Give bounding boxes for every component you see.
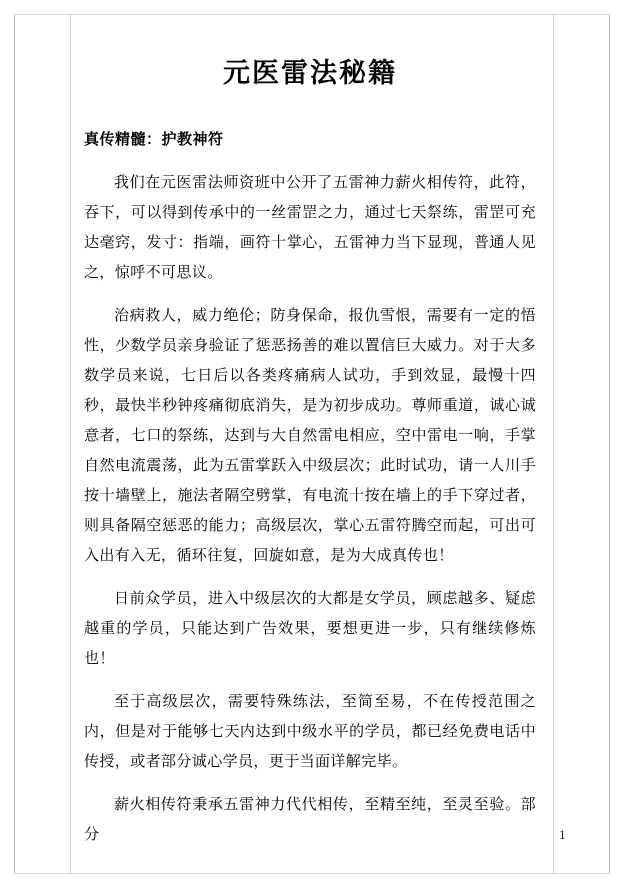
paragraph: 日前众学员，进入中级层次的大都是女学员，顾虑越多、疑虑越重的学员，只能达到广告效果，要想更进一步，只有继续修炼也！ [84, 589, 536, 668]
document-content [84, 56, 536, 862]
paragraph: 治病救人，威力绝伦；防身保命，报仇雪恨，需要有一定的悟性，少数学员亲身验证了惩恶扬善的难以置信巨大威力。对于大多数学员来说，七日后以各类疼痛病人试功，手到效显，最慢十四秒，最快半秒钟疼痛彻底消失，是为初步成功。尊师重道，诚心诚意者，七口的祭练，达到与大自然雷电相应，空中雷电一响，手掌自然电流震荡，此为五雷掌跃入中级层次；此时试功，请一人川手按十墙壁上，施法者隔空劈掌，有电流十按在墙上的手下穿过者，则具备隔空惩恶的能力；高级层次，掌心五雷符腾空而起，可出可入出有入无，循环往复，回旋如意，是为大成真传也！ [84, 306, 536, 565]
paragraph: 薪火相传符秉承五雷神力代代相传，至精至纯，至灵至验。部分 [84, 795, 536, 844]
paragraph: 我们在元医雷法师资班中公开了五雷神力薪火相传符，此符，吞下，可以得到传承中的一丝雷罡之力，通过七天祭练，雷罡可充达毫窍，发寸：指端，画符十掌心，五雷神力当下显现，普通人见之，惊呼不可思议。 [84, 173, 536, 282]
paragraph: 至于高级层次，需要特殊练法，至简至易，不在传授范围之内，但是对于能够七天内达到中级水平的学员，都已经免费电话中传授，或者部分诚心学员，更于当面详解完毕。 [84, 692, 536, 771]
page-number: 1 [559, 829, 566, 842]
page-title: 元医雷法秘籍 [223, 58, 397, 89]
left-margin-rule [70, 14, 71, 874]
section-heading: 真传精髓：护教神符 [84, 130, 224, 149]
right-margin-rule [553, 14, 554, 874]
